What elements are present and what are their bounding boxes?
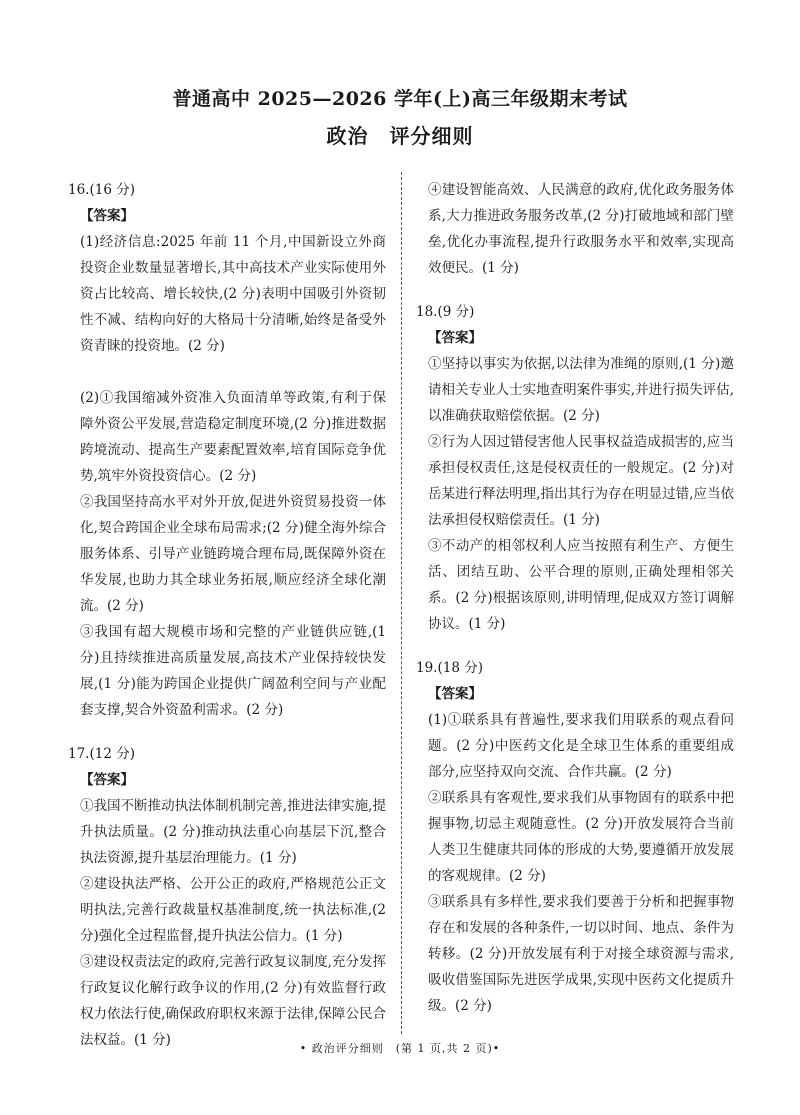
page-subtitle: 政治 评分细则 bbox=[326, 124, 474, 148]
answer-label: 【答案】 bbox=[80, 772, 134, 788]
page-title: 普通高中 2025—2026 学年(上)高三年级期末考试 bbox=[172, 88, 628, 110]
answer-label: 【答案】 bbox=[428, 686, 482, 702]
answer-paragraph: (1)①联系具有普遍性,要求我们用联系的观点看问题。(2 分)中医药文化是全球卫生体系的重要组成部分,应坚持双向交流、合作共赢。(2 分) bbox=[428, 712, 734, 780]
answer-label: 【答案】 bbox=[80, 208, 134, 224]
answer-paragraph: ①我国不断推动执法体制机制完善,推进法律实施,提升执法质量。(2 分)推动执法重心向基层下沉,整合执法资源,提升基层治理能力。(1 分) bbox=[80, 798, 386, 866]
answer-paragraph: ③不动产的相邻权利人应当按照有利生产、方便生活、团结互助、公平合理的原则,正确处理相邻关系。(2 分)根据该原则,讲明情理,促成双方签订调解协议。(1 分) bbox=[428, 538, 734, 632]
right-column bbox=[416, 177, 734, 1019]
answer-paragraph: (2)①我国缩减外资准入负面清单等政策,有利于保障外资公平发展,营造稳定制度环境,(2 分)推进数据跨境流动、提高生产要素配置效率,培育国际竞争优势,筑牢外资投资信心。(2 分) bbox=[80, 390, 386, 484]
answer-label: 【答案】 bbox=[428, 330, 482, 346]
question-16 bbox=[68, 177, 386, 723]
answer-paragraph: ③我国有超大规模市场和完整的产业链供应链,(1 分)且持续推进高质量发展,高技术产业保持较快发展,(1 分)能为跨国企业提供广阔盈利空间与产业配套支撑,契合外资盈利需求。(2 分) bbox=[80, 624, 386, 718]
page-footer: • 政治评分细则 (第 1 页,共 2 页)• bbox=[299, 1042, 501, 1055]
answer-paragraph: ②建设执法严格、公开公正的政府,严格规范公正文明执法,完善行政裁量权基准制度,统一执法标准,(2 分)强化全过程监督,提升执法公信力。(1 分) bbox=[80, 876, 386, 944]
question-number: 16.(16 分) bbox=[68, 182, 135, 198]
answer-paragraph: (1)经济信息:2025 年前 11 个月,中国新设立外商投资企业数量显著增长,其中高技术产业实际使用外资占比较高、增长较快,(2 分)表明中国吸引外资韧性不减、结构向好的大格局十分清晰,始终是备受外资青睐的投资地。(2 分) bbox=[80, 234, 386, 354]
question-18 bbox=[416, 299, 734, 637]
question-19 bbox=[416, 655, 734, 1019]
answer-paragraph: ②我国坚持高水平对外开放,促进外资贸易投资一体化,契合跨国企业全球布局需求;(2 分)健全海外综合服务体系、引导产业链跨境合理布局,既保障外资在华发展,也助力其全球业务拓展,顺应经济全球化潮流。(2 分) bbox=[80, 494, 386, 614]
column-divider bbox=[401, 172, 402, 1034]
answer-paragraph: ③建设权责法定的政府,完善行政复议制度,充分发挥行政复议化解行政争议的作用,(2 分)有效监督行政权力依法行使,确保政府职权来源于法律,保障公民合法权益。(1 分) bbox=[80, 954, 386, 1048]
answer-paragraph: ④建设智能高效、人民满意的政府,优化政务服务体系,大力推进政务服务改革,(2 分)打破地域和部门壁垒,优化办事流程,提升行政服务水平和效率,实现高效便民。(1 分) bbox=[428, 182, 734, 276]
answer-paragraph: ③联系具有多样性,要求我们要善于分析和把握事物存在和发展的各种条件,一切以时间、地点、条件为转移。(2 分)开放发展有利于对接全球资源与需求,吸收借鉴国际先进医学成果,实现中医药文化提质升级。(2 分) bbox=[428, 894, 734, 1014]
answer-paragraph: ①坚持以事实为依据,以法律为准绳的原则,(1 分)邀请相关专业人士实地查明案件事实,并进行损失评估,以准确获取赔偿依据。(2 分) bbox=[428, 356, 734, 424]
question-number: 19.(18 分) bbox=[416, 660, 483, 676]
answer-paragraph: ②行为人因过错侵害他人民事权益造成损害的,应当承担侵权责任,这是侵权责任的一般规定。(2 分)对岳某进行释法明理,指出其行为存在明显过错,应当依法承担侵权赔偿责任。(1 分) bbox=[428, 434, 734, 528]
question-17 bbox=[68, 741, 386, 1053]
answer-paragraph: ②联系具有客观性,要求我们从事物固有的联系中把握事物,切忌主观随意性。(2 分)开放发展符合当前人类卫生健康共同体的形成的大势,要遵循开放发展的客观规律。(2 分) bbox=[428, 790, 734, 884]
left-column bbox=[68, 177, 386, 1053]
question-number: 17.(12 分) bbox=[68, 746, 135, 762]
question-number: 18.(9 分) bbox=[416, 304, 475, 320]
